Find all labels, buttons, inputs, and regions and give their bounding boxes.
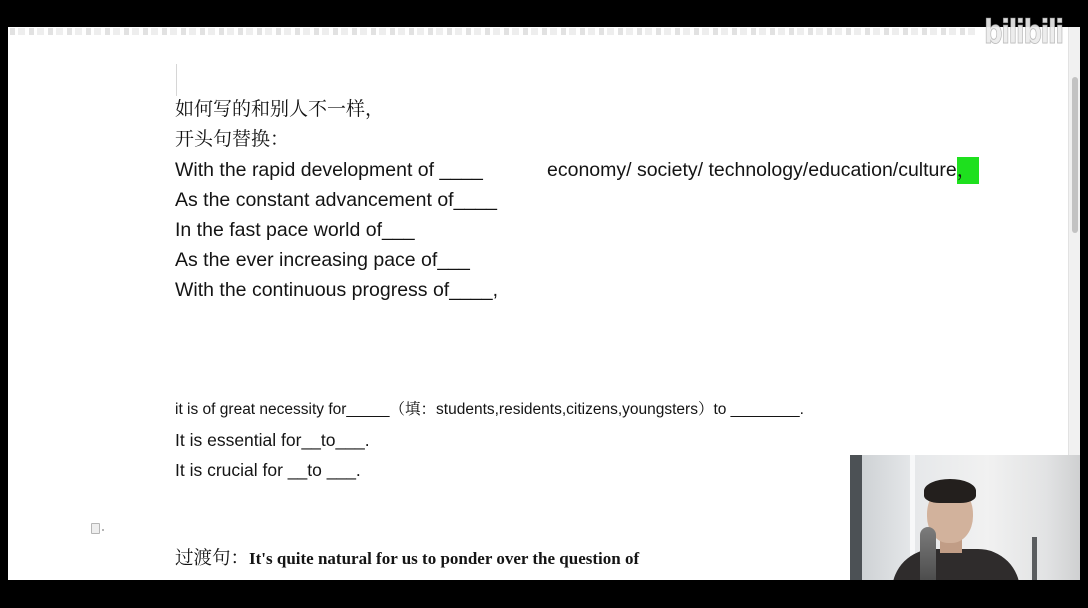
webcam-window-frame: [850, 455, 862, 580]
opening-sentence-1: With the rapid development of ____: [175, 159, 483, 181]
opening-options: [547, 155, 979, 185]
webcam-stand-rod: [1032, 537, 1037, 580]
highlighted-comma: ，: [957, 157, 979, 184]
transition-sentence: It's quite natural for us to ponder over the question of: [249, 549, 640, 568]
opening-sentence-5: With the continuous progress of____,: [175, 279, 499, 301]
opening-sentence-3: In the fast pace world of___: [175, 219, 415, 241]
necessity-sentence-1: it is of great necessity for_____（填：students,residents,citizens,youngsters）to ________.: [175, 401, 804, 418]
opening-sentence-4: As the ever increasing pace of___: [175, 249, 470, 271]
paste-options-dot: [102, 529, 104, 531]
necessity-sentence-2: It is essential for__to___.: [175, 430, 370, 450]
webcam-person-hair: [924, 479, 976, 503]
scrollbar-thumb[interactable]: [1072, 77, 1078, 233]
opening-label: 开头句替换：: [175, 128, 290, 150]
bilibili-watermark-logo: bilibili: [984, 14, 1063, 52]
webcam-microphone: [920, 527, 936, 580]
paste-options-doc-shape: [91, 523, 100, 534]
text-cursor: [176, 64, 177, 96]
opening-sentence-2: As the constant advancement of____: [175, 189, 497, 211]
intro-question: 如何写的和别人不一样，: [175, 98, 385, 120]
transition-line: [175, 544, 639, 574]
toolbar-text-blur: [10, 28, 975, 35]
paste-options-icon[interactable]: [91, 523, 105, 535]
transition-label: 过渡句：: [175, 548, 250, 569]
opening-options-text: economy/ society/ technology/education/culture: [547, 159, 957, 181]
necessity-sentence-3: It is crucial for __to ___.: [175, 460, 361, 480]
webcam-overlay: [850, 455, 1080, 580]
